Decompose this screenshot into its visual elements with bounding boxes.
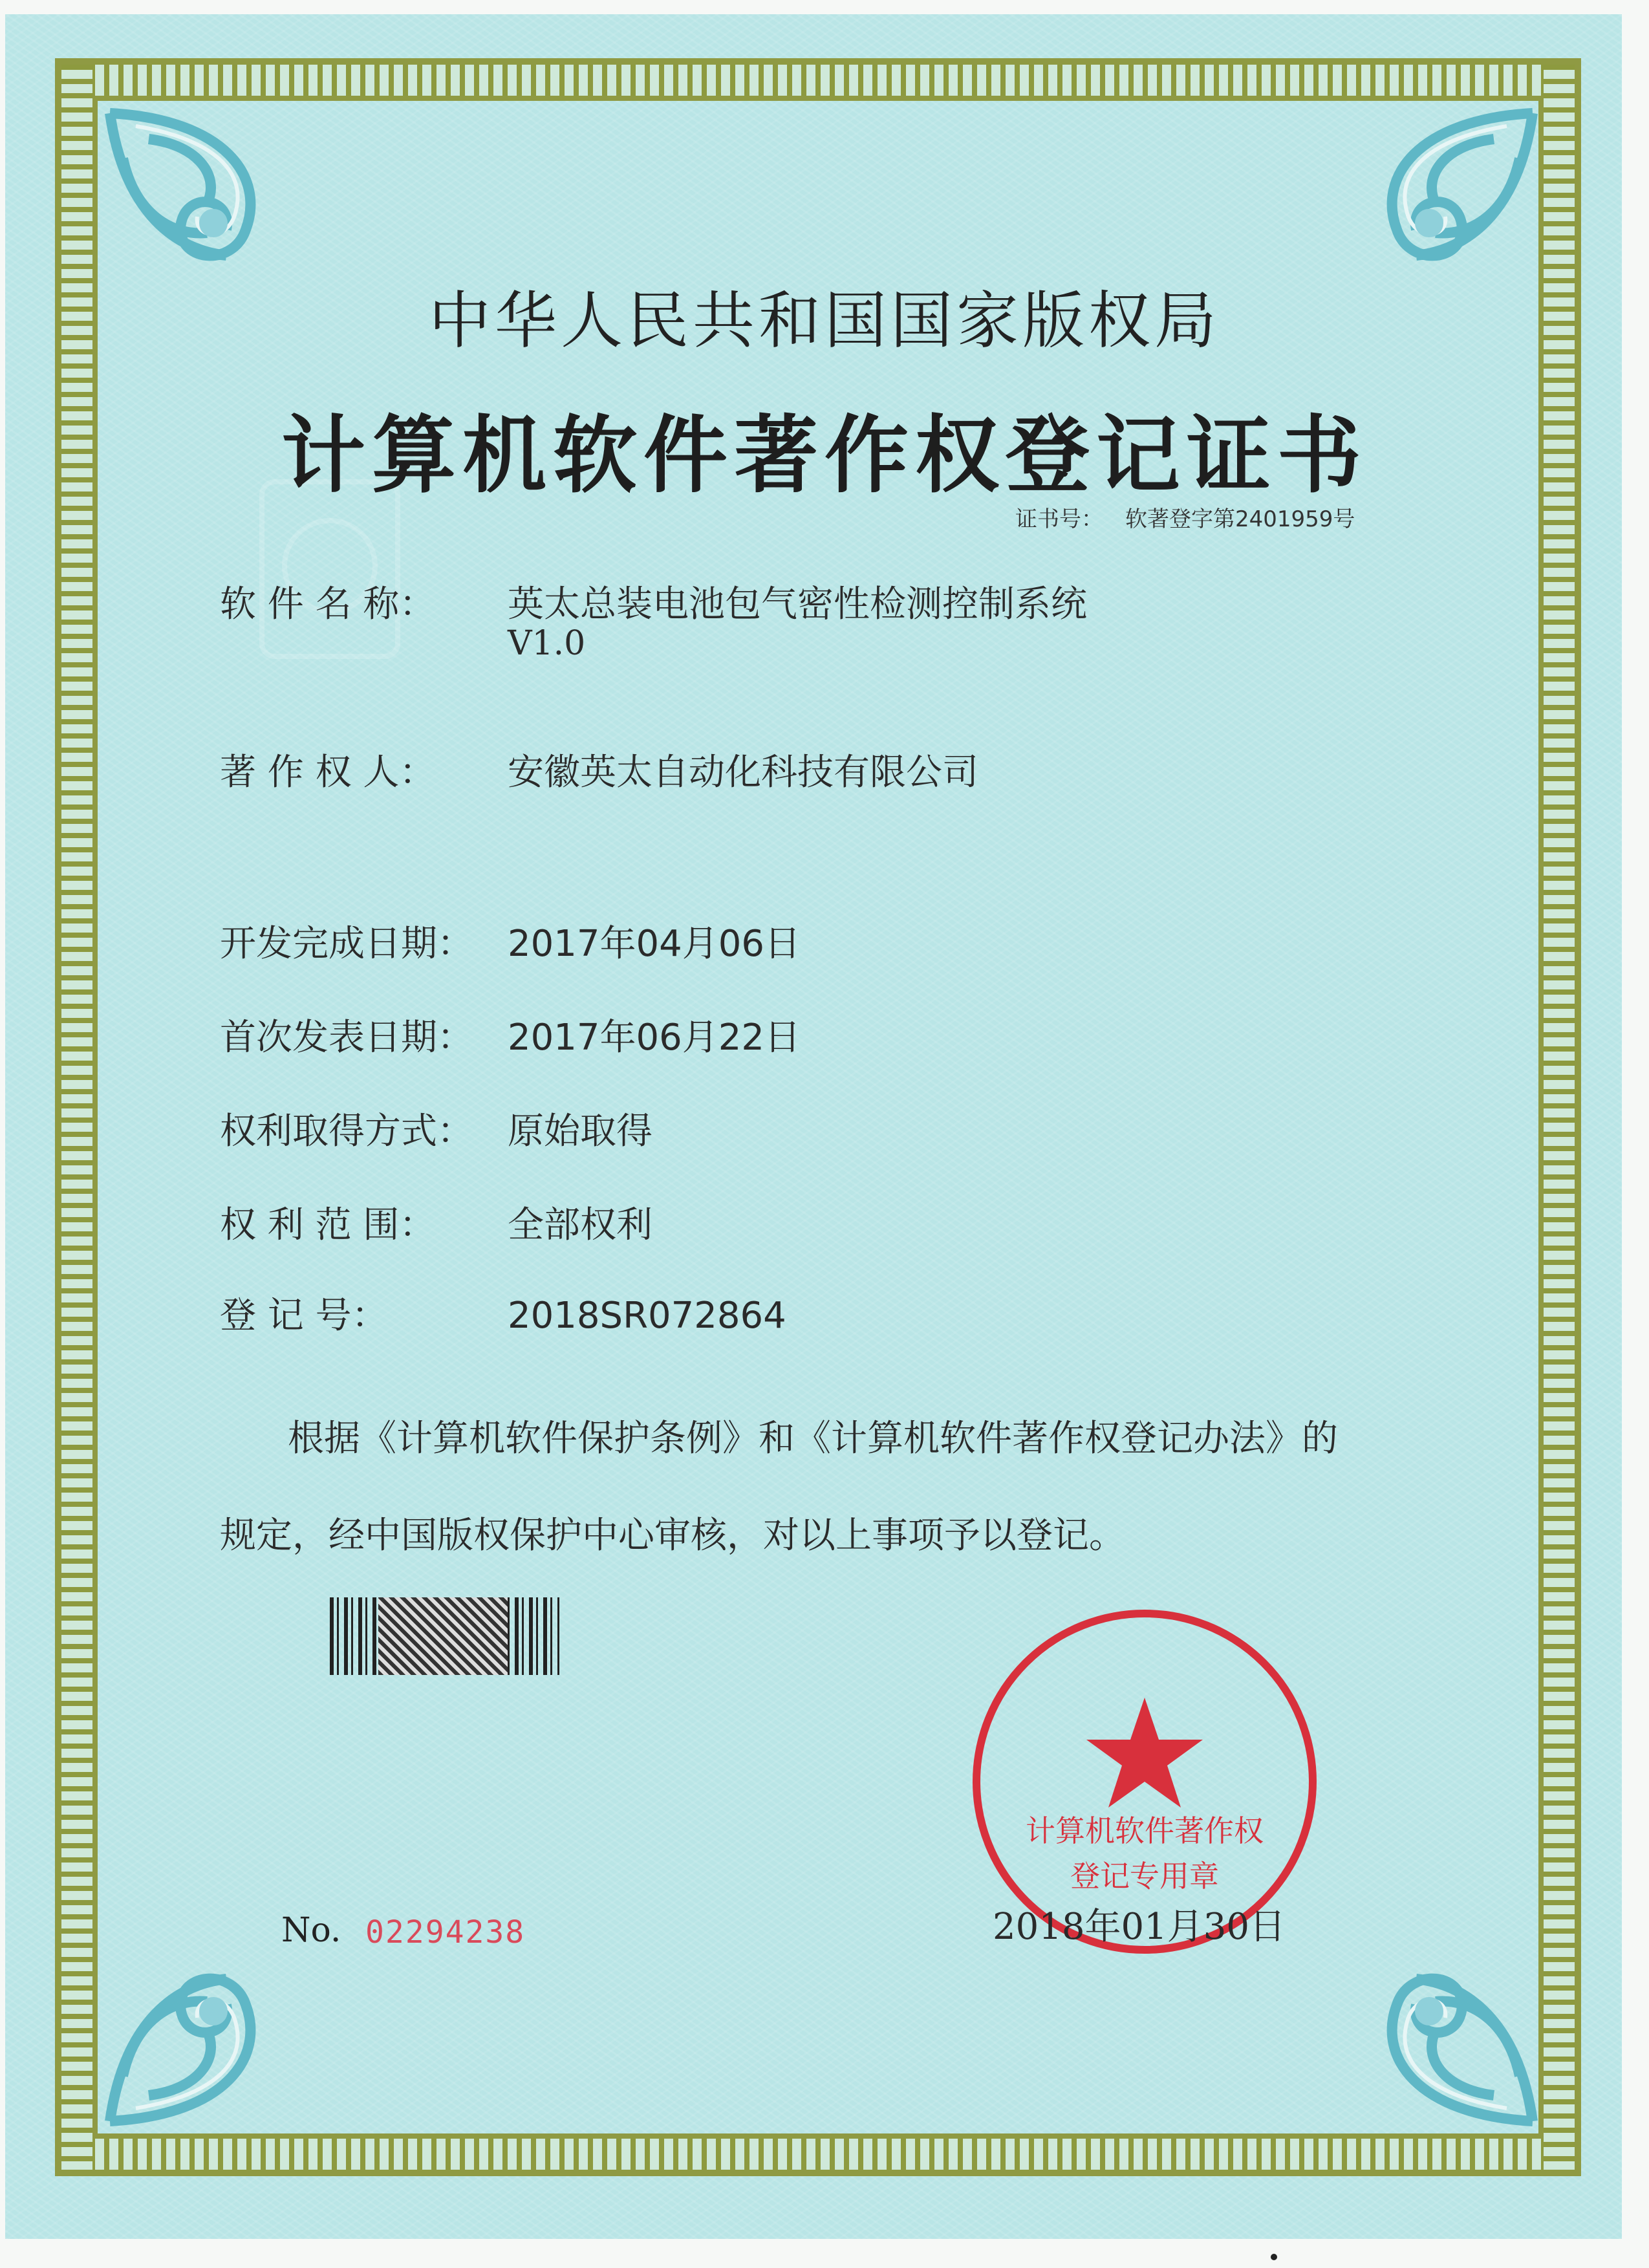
acquire-label: 权利取得方式： [220,1110,473,1152]
key-pattern-border-top [61,65,1575,96]
seal-text-line-2: 登记专用章 [1070,1859,1219,1894]
field-scope [220,1196,652,1248]
certificate-number-label: 证书号： [1015,506,1103,532]
statement-line-2: 规定，经中国版权保护中心审核，对以上事项予以登记。 [220,1515,1125,1557]
barcode [330,1597,559,1675]
field-registration-number [220,1287,786,1339]
seal-text-line-1: 计算机软件著作权 [1026,1813,1264,1848]
issuing-authority: 中华人民共和国国家版权局 [429,285,1220,357]
field-pub-date [220,1009,801,1061]
reg-no-value: 2018SR072864 [508,1295,786,1337]
certificate-number-value: 软著登字第2401959号 [1125,506,1355,532]
owner-label: 著 作 权 人： [220,751,436,794]
key-pattern-border-right [1544,65,1575,2170]
serial-number-label: No. [281,1911,341,1950]
key-pattern-border-bottom [61,2139,1575,2170]
field-owner [220,744,978,795]
barcode-matrix [378,1597,508,1675]
certificate-number [1015,501,1355,533]
issue-date: 2018年01月30日 [993,1906,1286,1948]
field-dev-date [220,915,801,967]
field-software-name [220,576,1087,627]
corner-ornament-bottom-left [97,1863,459,2134]
software-version: V1.0 [508,624,586,663]
certificate-title: 计算机软件著作权登记证书 [281,405,1368,504]
dev-date-value: 2017年04月06日 [508,923,801,965]
statement-line-1: 根据《计算机软件保护条例》和《计算机软件著作权登记办法》的 [288,1418,1338,1460]
pub-date-value: 2017年06月22日 [508,1017,801,1059]
serial-number-value: 02294238 [365,1914,526,1950]
software-name-value: 英太总装电池包气密性检测控制系统 [508,583,1087,625]
dev-date-label: 开发完成日期： [220,923,473,965]
scope-label: 权 利 范 围： [220,1204,436,1246]
scope-value: 全部权利 [508,1204,652,1246]
software-name-label: 软 件 名 称： [220,583,436,625]
scan-speck [1271,2254,1277,2260]
owner-value: 安徽英太自动化科技有限公司 [508,751,978,794]
acquire-value: 原始取得 [508,1110,652,1152]
key-pattern-border-left [61,65,92,2170]
pub-date-label: 首次发表日期： [220,1017,473,1059]
reg-no-label: 登 记 号： [220,1295,388,1337]
field-acquire-method [220,1103,652,1154]
